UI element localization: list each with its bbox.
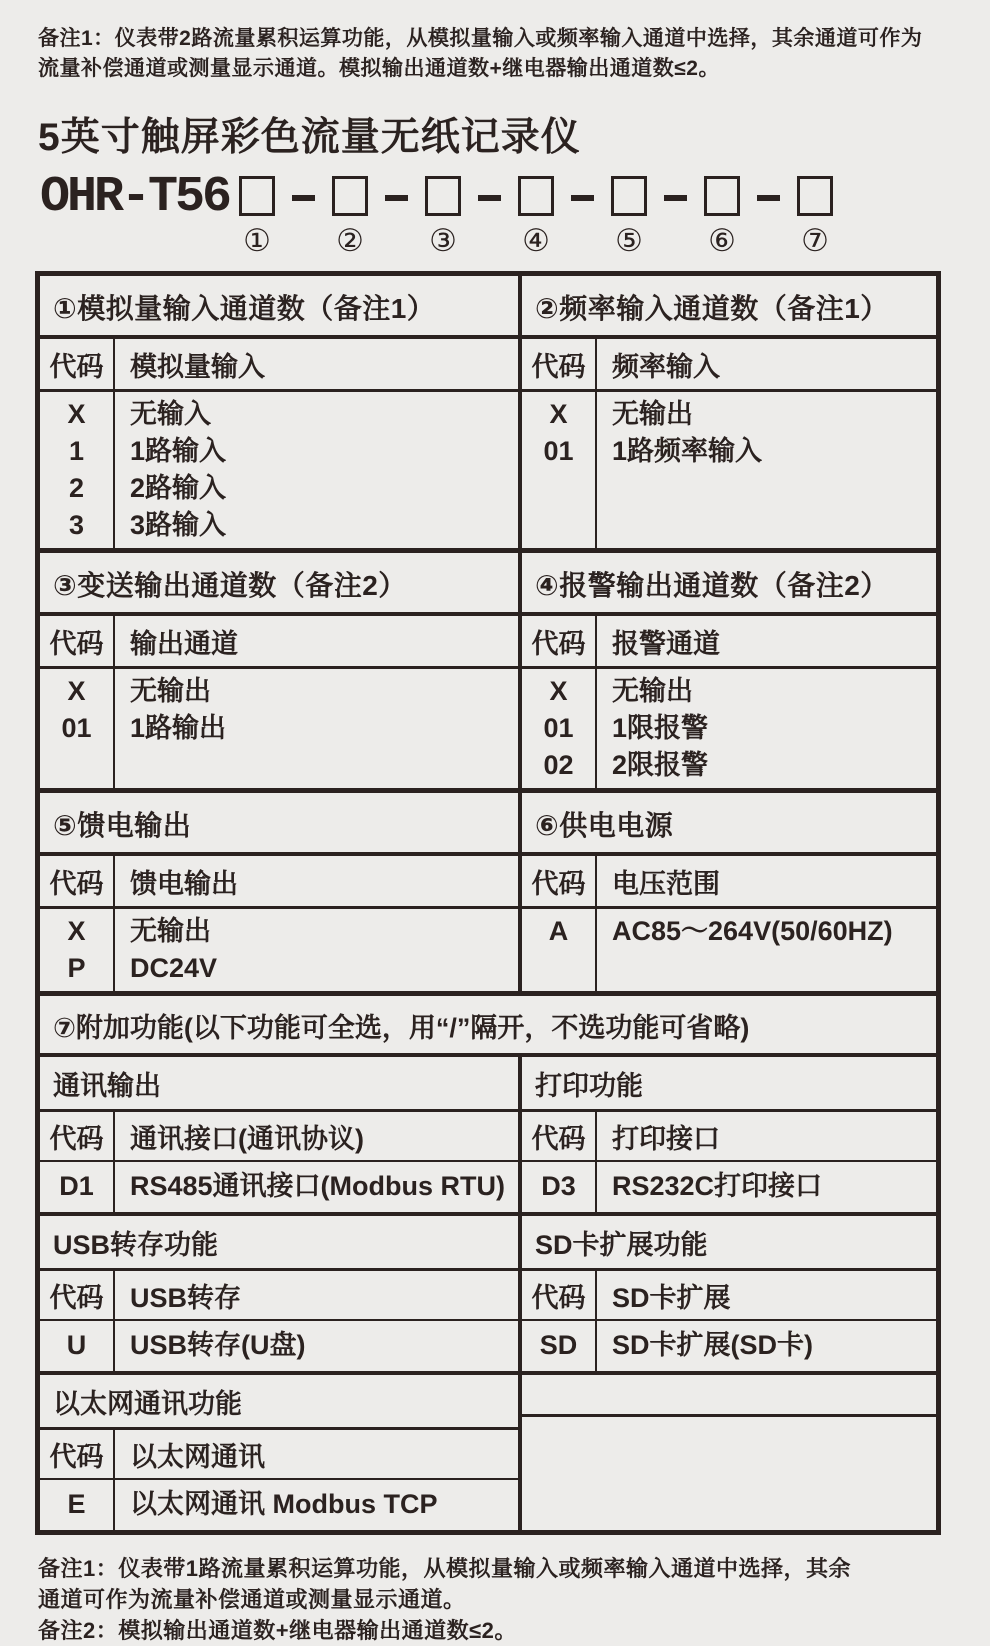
subsection-ethernet: [40, 1375, 522, 1530]
subsection-usb-transfer: [40, 1216, 522, 1371]
desc-column-header: 打印接口: [597, 1112, 936, 1162]
section-header: ②频率输入通道数（备注1）: [522, 276, 936, 339]
bottom-note-line-1: 备注1：仪表带1路流量累积运算功能，从模拟量输入或频率输入通道中选择，其余: [38, 1556, 851, 1581]
section-grid: [522, 616, 936, 788]
desc-column-header: 输出通道: [115, 616, 518, 669]
code-column-header: 代码: [522, 339, 597, 392]
section-header-additional: ⑦附加功能(以下功能可全选，用“/”隔开，不选功能可省略): [40, 996, 936, 1057]
section-grid: [40, 1112, 518, 1212]
top-note: [38, 24, 950, 84]
dash-icon: [292, 195, 315, 201]
section-header: ④报警输出通道数（备注2）: [522, 553, 936, 616]
desc-column-header: 模拟量输入: [115, 339, 518, 392]
subsection-comm-output: [40, 1057, 522, 1212]
code-column-header: 代码: [522, 1112, 597, 1162]
desc-value: 3路输入: [130, 510, 227, 540]
slot-box-icon: [332, 176, 368, 216]
code-column-header: 代码: [522, 856, 597, 909]
section-alarm-output: [522, 553, 936, 788]
sub-section-header: 通讯输出: [40, 1057, 518, 1112]
desc-value: 1限报警: [612, 713, 709, 743]
slot-number-1: ①: [243, 223, 271, 259]
code-value: 01: [543, 436, 574, 466]
model-slot-7: [793, 176, 837, 257]
section-header: ⑤馈电输出: [40, 793, 518, 856]
desc-cells: [115, 1321, 518, 1371]
desc-value: 1路输出: [130, 713, 227, 743]
sub-section-header: 打印功能: [522, 1057, 936, 1112]
section-grid: [40, 1430, 518, 1530]
dash-icon: [664, 195, 687, 201]
section-grid: [40, 856, 518, 991]
code-column-header: 代码: [40, 1271, 115, 1321]
slot-box-icon: [797, 176, 833, 216]
section-grid: [522, 1271, 936, 1371]
subrow-usb-sd: [40, 1212, 936, 1371]
section-feed-output: [40, 793, 522, 991]
sub-section-header: 以太网通讯功能: [40, 1375, 518, 1430]
code-cells: [40, 669, 115, 788]
section-frequency-input: [522, 276, 936, 548]
sub-section-header: USB转存功能: [40, 1216, 518, 1271]
code-value: 01: [543, 713, 574, 743]
slot-number-2: ②: [336, 223, 364, 259]
code-column-header: 代码: [40, 856, 115, 909]
code-value: D1: [59, 1171, 94, 1201]
desc-value: SD卡扩展(SD卡): [612, 1330, 813, 1360]
desc-value: 无输出: [130, 916, 211, 946]
model-slot-3: [421, 176, 465, 257]
code-cells: [522, 1162, 597, 1212]
code-value: 1: [68, 436, 85, 466]
code-value: 01: [61, 713, 92, 743]
desc-cells: [115, 1162, 518, 1212]
block-analog-frequency: [40, 276, 936, 548]
subrow-comm-print: [40, 1057, 936, 1212]
code-value: SD: [539, 1330, 578, 1360]
code-column-header: 代码: [40, 1430, 115, 1480]
code-value: P: [67, 953, 86, 983]
block-transmit-alarm: [40, 548, 936, 788]
desc-value: 无输出: [612, 676, 693, 706]
subrow-ethernet: [40, 1371, 936, 1530]
desc-value: 1路输入: [130, 436, 227, 466]
desc-column-header: 通讯接口(通讯协议): [115, 1112, 518, 1162]
code-value: 02: [543, 750, 574, 780]
spec-table: [35, 271, 941, 1535]
desc-value: RS232C打印接口: [612, 1171, 823, 1201]
dash-icon: [757, 195, 780, 201]
code-value: X: [67, 399, 86, 429]
slot-number-6: ⑥: [708, 223, 736, 259]
code-cells: [40, 1321, 115, 1371]
desc-cells: [115, 669, 518, 788]
desc-value: AC85～264V(50/60HZ): [612, 916, 893, 946]
desc-cells: [115, 1480, 518, 1530]
desc-cells: [115, 392, 518, 548]
section-grid: [522, 339, 936, 548]
desc-value: USB转存(U盘): [130, 1330, 306, 1360]
code-value: X: [549, 676, 568, 706]
empty-cell-bottom: [522, 1417, 936, 1530]
desc-cells: [597, 1162, 936, 1212]
model-prefix: OHR-T56: [40, 169, 230, 226]
desc-value: 无输出: [612, 399, 693, 429]
desc-cells: [597, 1321, 936, 1371]
model-slot-4: [514, 176, 558, 257]
dash-icon: [478, 195, 501, 201]
desc-value: 2路输入: [130, 473, 227, 503]
dash-icon: [571, 195, 594, 201]
subsection-print-function: [522, 1057, 936, 1212]
product-title: 5英寸触屏彩色流量无纸记录仪: [38, 116, 581, 159]
code-cells: [40, 392, 115, 548]
code-column-header: 代码: [40, 339, 115, 392]
desc-column-header: 电压范围: [597, 856, 936, 909]
model-slot-2: [328, 176, 372, 257]
sub-section-header: SD卡扩展功能: [522, 1216, 936, 1271]
section-grid: [40, 616, 518, 788]
subsection-sd-card: [522, 1216, 936, 1371]
section-grid: [522, 1112, 936, 1212]
desc-column-header: SD卡扩展: [597, 1271, 936, 1321]
code-value: X: [67, 916, 86, 946]
model-slot-1: [235, 176, 279, 257]
code-value: U: [66, 1330, 87, 1360]
desc-value: 无输出: [130, 676, 211, 706]
code-value: E: [67, 1489, 86, 1519]
slot-box-icon: [425, 176, 461, 216]
section-grid: [40, 339, 518, 548]
desc-value: RS485通讯接口(Modbus RTU): [130, 1171, 506, 1201]
desc-cells: [597, 669, 936, 788]
slot-number-3: ③: [429, 223, 457, 259]
section-header: ①模拟量输入通道数（备注1）: [40, 276, 518, 339]
slot-box-icon: [704, 176, 740, 216]
empty-cell-top: [522, 1375, 936, 1417]
section-grid: [522, 856, 936, 991]
section-grid: [40, 1271, 518, 1371]
top-note-line-1: 备注1：仪表带2路流量累积运算功能，从模拟量输入或频率输入通道中选择，其余通道可作为: [38, 27, 923, 50]
code-cells: [522, 1321, 597, 1371]
slot-box-icon: [611, 176, 647, 216]
desc-value: DC24V: [130, 953, 218, 983]
code-value: 2: [68, 473, 85, 503]
code-value: D3: [541, 1171, 576, 1201]
code-value: X: [549, 399, 568, 429]
slot-number-4: ④: [522, 223, 550, 259]
desc-column-header: 以太网通讯: [115, 1430, 518, 1480]
code-cells: [40, 1162, 115, 1212]
bottom-note-line-2: 通道可作为流量补偿通道或测量显示通道。: [38, 1587, 466, 1612]
slot-number-5: ⑤: [615, 223, 643, 259]
top-note-line-2: 流量补偿通道或测量显示通道。模拟输出通道数+继电器输出通道数≤2。: [38, 57, 720, 80]
section-header: ⑥供电电源: [522, 793, 936, 856]
model-slot-6: [700, 176, 744, 257]
code-value: A: [548, 916, 569, 946]
slot-number-7: ⑦: [801, 223, 829, 259]
desc-cells: [597, 392, 936, 548]
code-column-header: 代码: [40, 616, 115, 669]
code-cells: [522, 669, 597, 788]
code-cells: [522, 392, 597, 548]
desc-column-header: 馈电输出: [115, 856, 518, 909]
code-column-header: 代码: [522, 1271, 597, 1321]
spec-sheet-page: [0, 24, 990, 1643]
desc-column-header: 报警通道: [597, 616, 936, 669]
code-column-header: 代码: [522, 616, 597, 669]
desc-value: 以太网通讯 Modbus TCP: [130, 1489, 438, 1519]
block-additional-functions: [40, 991, 936, 1530]
bottom-notes: [38, 1553, 950, 1646]
code-value: 3: [68, 510, 85, 540]
model-code-line: [40, 169, 990, 259]
section-transmit-output: [40, 553, 522, 788]
desc-column-header: USB转存: [115, 1271, 518, 1321]
section-power-supply: [522, 793, 936, 991]
desc-cells: [597, 909, 936, 991]
dash-icon: [385, 195, 408, 201]
bottom-note-line-3: 备注2：模拟输出通道数+继电器输出通道数≤2。: [38, 1618, 517, 1643]
section-header: ③变送输出通道数（备注2）: [40, 553, 518, 616]
slot-box-icon: [239, 176, 275, 216]
desc-value: 1路频率输入: [612, 436, 763, 466]
code-column-header: 代码: [40, 1112, 115, 1162]
code-value: X: [67, 676, 86, 706]
desc-column-header: 频率输入: [597, 339, 936, 392]
code-cells: [40, 1480, 115, 1530]
block-feed-power: [40, 788, 936, 991]
desc-value: 无输入: [130, 399, 211, 429]
code-cells: [522, 909, 597, 991]
section-analog-input: [40, 276, 522, 548]
code-cells: [40, 909, 115, 991]
model-slot-5: [607, 176, 651, 257]
desc-cells: [115, 909, 518, 991]
slot-box-icon: [518, 176, 554, 216]
empty-cell: [522, 1375, 936, 1530]
desc-value: 2限报警: [612, 750, 709, 780]
